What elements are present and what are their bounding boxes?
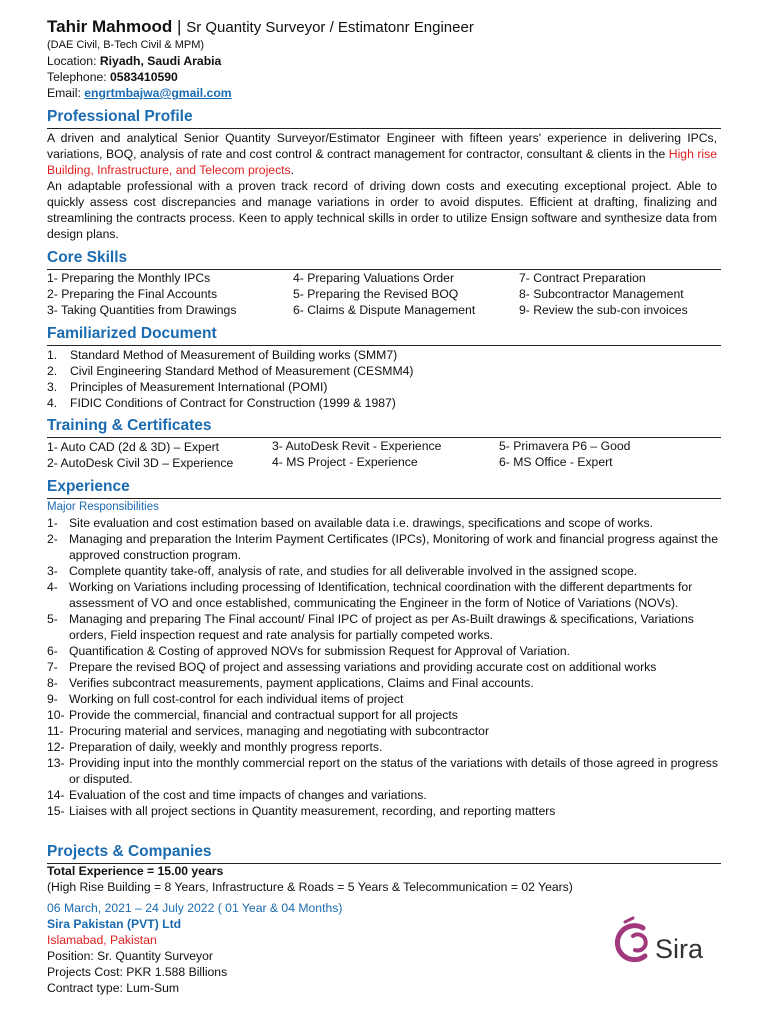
section-heading-profile: Professional Profile xyxy=(47,107,721,129)
training-col-3 xyxy=(499,438,630,470)
skill-item: 4- Preparing Valuations Order xyxy=(293,271,455,285)
list-number: 6- xyxy=(47,644,58,658)
profile-p1-text: A driven and analytical Senior Quantity Surveyor/Estimator Engineer with fifteen years' experience in delivering IPCs, variations, BOQ, analysis of rate and cost control & contract management for contractor, consultant & clients in the xyxy=(47,131,717,161)
name-title-row xyxy=(47,16,474,39)
skill-item: 1- Preparing the Monthly IPCs xyxy=(47,271,211,285)
list-item xyxy=(47,739,719,755)
list-number: 2. xyxy=(47,364,58,378)
list-text: Civil Engineering Standard Method of Measurement (CESMM4) xyxy=(70,364,414,378)
list-number: 14- xyxy=(47,788,65,802)
list-item xyxy=(47,803,719,819)
list-text: Preparation of daily, weekly and monthly progress reports. xyxy=(69,740,383,754)
core-skills-col-2 xyxy=(293,270,475,318)
training-item: 4- MS Project - Experience xyxy=(272,455,418,469)
list-text: Liaises with all project sections in Quantity measurement, recording, and reporting matters xyxy=(69,804,556,818)
list-text: Complete quantity take-off, analysis of rate, and studies for all deliverable involved in the assigned scope. xyxy=(69,564,638,578)
list-item xyxy=(47,611,719,643)
skill-item: 5- Preparing the Revised BOQ xyxy=(293,287,459,301)
list-number: 4. xyxy=(47,396,58,410)
experience-subheading: Major Responsibilities xyxy=(47,501,159,513)
list-number: 8- xyxy=(47,676,58,690)
position: Position: Sr. Quantity Surveyor xyxy=(47,949,213,963)
skill-item: 6- Claims & Dispute Management xyxy=(293,303,476,317)
section-heading-projects: Projects & Companies xyxy=(47,842,721,864)
skill-item: 3- Taking Quantities from Drawings xyxy=(47,303,237,317)
list-item xyxy=(47,643,719,659)
location-label: Location: xyxy=(47,54,97,68)
profile-p1-end: . xyxy=(290,163,295,177)
list-item xyxy=(47,347,719,363)
experience-breakdown: (High Rise Building = 8 Years, Infrastructure & Roads = 5 Years & Telecommunication = 02 Years) xyxy=(47,880,573,894)
training-item: 3- AutoDesk Revit - Experience xyxy=(272,439,442,453)
list-item xyxy=(47,691,719,707)
list-text: Procuring material and services, managing and negotiating with subcontractor xyxy=(69,724,490,738)
list-item xyxy=(47,723,719,739)
email-link[interactable]: engrtmbajwa@gmail.com xyxy=(84,86,232,100)
training-item: 1- Auto CAD (2d & 3D) – Expert xyxy=(47,440,220,454)
profile-p1-highlight: High rise Building, Infrastructure, and Telecom projects xyxy=(47,147,717,177)
location-value: Riyadh, Saudi Arabia xyxy=(99,54,222,68)
company-name: Sira Pakistan (PVT) Ltd xyxy=(47,917,182,931)
list-text: Provide the commercial, financial and contractual support for all projects xyxy=(69,708,458,722)
list-number: 5- xyxy=(47,612,58,626)
job-title: Sr Quantity Surveyor / Estimatonr Engineer xyxy=(186,19,474,36)
section-heading-documents: Familiarized Document xyxy=(47,324,721,346)
list-text: FIDIC Conditions of Contract for Construction (1999 & 1987) xyxy=(70,396,396,410)
email-label: Email: xyxy=(47,86,81,100)
sira-logo xyxy=(613,914,723,974)
sira-logo-text: Sira xyxy=(655,934,704,964)
list-item xyxy=(47,563,719,579)
location-row xyxy=(47,54,221,69)
candidate-name: Tahir Mahmood xyxy=(47,17,173,36)
list-text: Quantification & Costing of approved NOVs for submission Request for Approval of Variation. xyxy=(69,644,571,658)
training-col-2 xyxy=(272,438,441,470)
contract-type: Contract type: Lum-Sum xyxy=(47,981,180,995)
title-separator: | xyxy=(177,17,182,36)
documents-list xyxy=(47,347,719,411)
list-number: 15- xyxy=(47,804,65,818)
qualifications: (DAE Civil, B-Tech Civil & MPM) xyxy=(47,39,205,51)
telephone-row xyxy=(47,70,178,85)
list-text: Prepare the revised BOQ of project and assessing variations and providing accurate cost on additional works xyxy=(69,660,657,674)
list-text: Standard Method of Measurement of Building works (SMM7) xyxy=(70,348,398,362)
section-heading-core-skills: Core Skills xyxy=(47,248,721,270)
list-item xyxy=(47,755,719,787)
list-number: 10- xyxy=(47,708,65,722)
email-row xyxy=(47,86,232,101)
core-skills-col-1 xyxy=(47,270,236,318)
responsibilities-list xyxy=(47,515,719,819)
core-skills-col-3 xyxy=(519,270,688,318)
list-text: Working on Variations including processing of Identification, technical coordination with the different departments for assessment of VO and once established, communicating the Engineer in the form of Notice of Variations (NOVs). xyxy=(69,580,693,610)
list-number: 2- xyxy=(47,532,58,546)
project-period: 06 March, 2021 – 24 July 2022 ( 01 Year & 04 Months) xyxy=(47,901,343,915)
list-item xyxy=(47,579,719,611)
list-text: Managing and preparing The Final account/ Final IPC of project as per As-Built drawings & specifications, Variations orders, Field inspection request and rate analysis for partially competed works. xyxy=(69,612,694,642)
skill-item: 7- Contract Preparation xyxy=(519,271,646,285)
list-number: 1. xyxy=(47,348,58,362)
list-item xyxy=(47,531,719,563)
list-text: Site evaluation and cost estimation based on available data i.e. drawings, specifications and scope of works. xyxy=(69,516,653,530)
list-text: Working on full cost-control for each individual items of project xyxy=(69,692,404,706)
section-heading-experience: Experience xyxy=(47,477,721,499)
list-number: 7- xyxy=(47,660,58,674)
list-item xyxy=(47,659,719,675)
list-text: Providing input into the monthly commercial report on the status of the variations with details of those agreed in progress or disputed. xyxy=(69,756,718,786)
list-item xyxy=(47,675,719,691)
list-item xyxy=(47,515,719,531)
list-number: 13- xyxy=(47,756,65,770)
telephone-value: 0583410590 xyxy=(110,70,178,84)
list-text: Managing and preparation the Interim Payment Certificates (IPCs), Monitoring of work and financial progress against the approved construction program. xyxy=(69,532,718,562)
section-heading-training: Training & Certificates xyxy=(47,416,721,438)
list-number: 1- xyxy=(47,516,58,530)
list-item xyxy=(47,787,719,803)
list-number: 11- xyxy=(47,724,64,738)
list-number: 3- xyxy=(47,564,58,578)
list-item xyxy=(47,707,719,723)
list-number: 3. xyxy=(47,380,58,394)
list-number: 9- xyxy=(47,692,58,706)
list-text: Principles of Measurement International (POMI) xyxy=(70,380,328,394)
list-text: Evaluation of the cost and time impacts of changes and variations. xyxy=(69,788,427,802)
list-item xyxy=(47,363,719,379)
total-experience: Total Experience = 15.00 years xyxy=(47,864,224,878)
projects-cost: Projects Cost: PKR 1.588 Billions xyxy=(47,965,228,979)
profile-paragraph-2: An adaptable professional with a proven track record of driving down costs and executing exceptional project. Able to quickly assess cost discrepancies and manage variations in order to avoid disputes. Efficient at drafting, finalizing and streamlining the contracts process. Keen to apply technical skills in order to utilize Ensign software and synthesize data from design plans. xyxy=(47,179,717,241)
profile-paragraph-1 xyxy=(47,130,717,178)
training-item: 5- Primavera P6 – Good xyxy=(499,439,631,453)
telephone-label: Telephone: xyxy=(47,70,107,84)
training-item: 6- MS Office - Expert xyxy=(499,455,613,469)
training-item: 2- AutoDesk Civil 3D – Experience xyxy=(47,456,234,470)
list-item xyxy=(47,395,719,411)
list-text: Verifies subcontract measurements, payment applications, Claims and Final accounts. xyxy=(69,676,534,690)
skill-item: 9- Review the sub-con invoices xyxy=(519,303,688,317)
list-item xyxy=(47,379,719,395)
skill-item: 2- Preparing the Final Accounts xyxy=(47,287,218,301)
list-number: 4- xyxy=(47,580,58,594)
list-number: 12- xyxy=(47,740,65,754)
training-col-1 xyxy=(47,439,233,471)
skill-item: 8- Subcontractor Management xyxy=(519,287,684,301)
company-location: Islamabad, Pakistan xyxy=(47,933,157,947)
